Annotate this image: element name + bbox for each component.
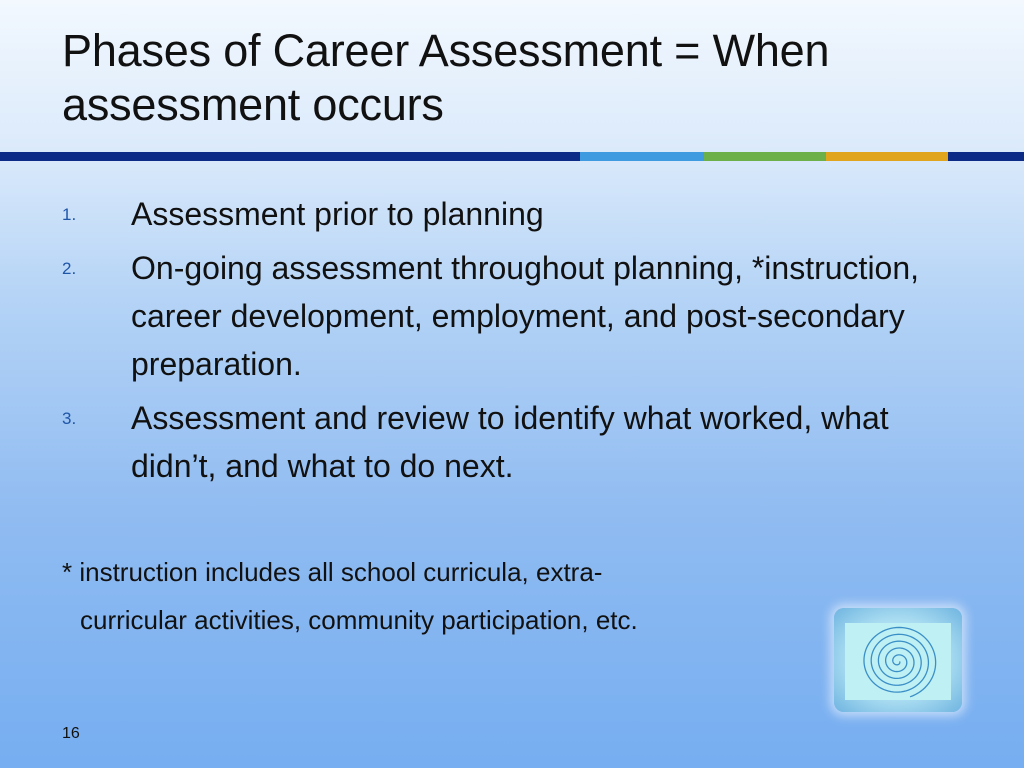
list-item-text: Assessment and review to identify what worked, what didn’t, and what to do next. bbox=[131, 400, 889, 484]
spiral-image bbox=[834, 608, 962, 712]
accent-bar-segment bbox=[0, 152, 580, 161]
list-number: 1. bbox=[62, 205, 77, 224]
list-item bbox=[0, 394, 1024, 490]
accent-bar-segment bbox=[704, 152, 826, 161]
accent-bar-segment bbox=[826, 152, 948, 161]
accent-bar-segment bbox=[948, 152, 1024, 161]
title-accent-bar bbox=[0, 152, 1024, 161]
accent-bar-segment bbox=[580, 152, 704, 161]
slide-number: 16 bbox=[62, 725, 80, 742]
list-number: 2. bbox=[62, 259, 77, 278]
list-item bbox=[0, 190, 1024, 238]
list-item bbox=[0, 244, 1024, 388]
list-item-text: Assessment prior to planning bbox=[131, 196, 544, 232]
footnote-line: * instruction includes all school curricula, extra- bbox=[62, 557, 603, 587]
footnote bbox=[62, 548, 822, 644]
list-number: 3. bbox=[62, 409, 77, 428]
spiral-icon bbox=[845, 623, 951, 700]
list-item-text: On-going assessment throughout planning, *instruction, career development, employment, and post-secondary preparation. bbox=[131, 250, 920, 382]
numbered-list bbox=[0, 190, 1024, 496]
footnote-line: curricular activities, community participation, etc. bbox=[80, 605, 638, 635]
slide-title: Phases of Career Assessment = When assessment occurs bbox=[62, 25, 830, 130]
